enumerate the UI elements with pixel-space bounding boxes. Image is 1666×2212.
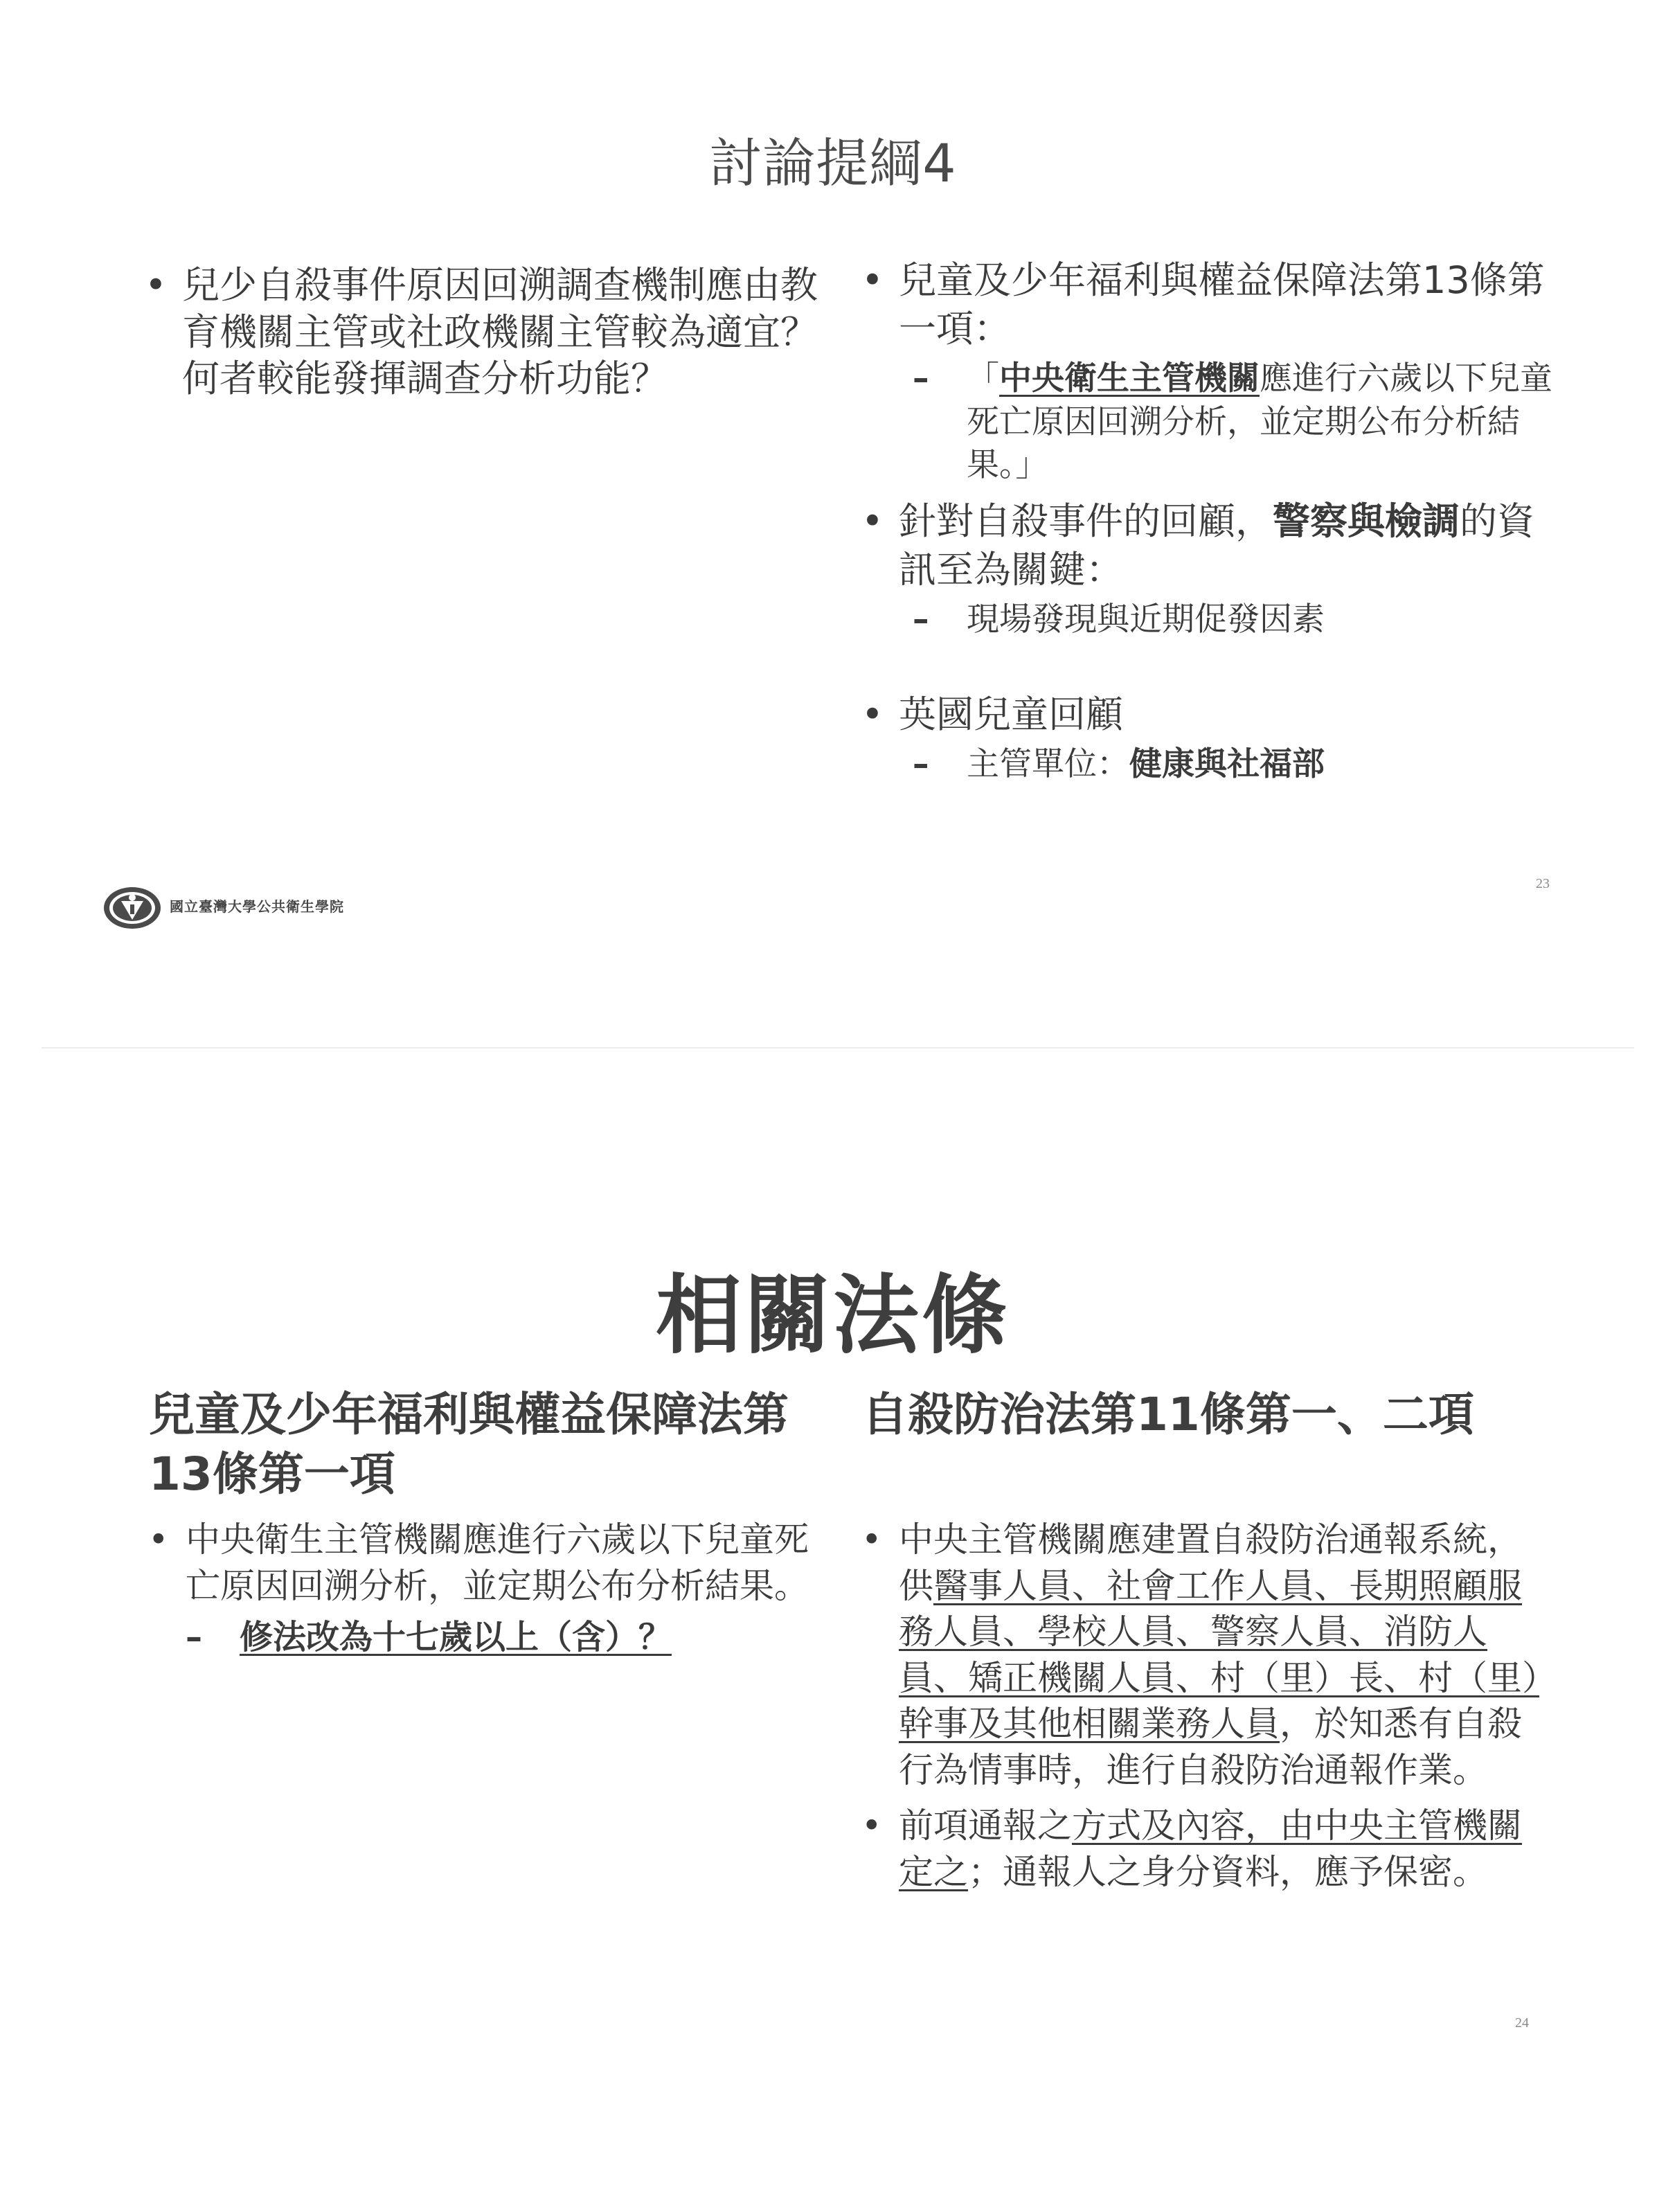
discussion-question	[142, 262, 834, 402]
dash-marker: –	[913, 744, 929, 783]
bullet-dot: •	[861, 258, 884, 302]
confidentiality-after: ；通報人之身分資料，應予保密。	[968, 1851, 1487, 1892]
slide-23	[0, 0, 1666, 1039]
confidentiality-underlined: 方式及內容，由中央主管機關定之	[899, 1805, 1522, 1892]
right-column	[859, 1517, 1551, 1895]
uk-bullet-text: 英國兒童回顧	[899, 692, 1123, 736]
uk-bullet	[859, 690, 1558, 739]
amendment-question	[186, 1616, 831, 1659]
quote-rest: 應進行六歲以下兒童死亡原因回溯分析，並定期公布分析結果。」	[967, 359, 1552, 485]
law-bullet	[859, 256, 1558, 353]
page-number: 24	[1515, 2015, 1529, 2031]
bullet-dot: •	[145, 263, 167, 307]
reporting-text-after: ，於知悉有自殺行為情事時，進行自殺防治通報作業。	[899, 1704, 1522, 1790]
left-heading: 兒童及少年福利與權益保障法第13條第一項	[149, 1388, 789, 1501]
dash-marker: –	[913, 600, 929, 639]
bullet-dot: •	[861, 499, 884, 543]
dash-marker: –	[186, 1618, 202, 1657]
review-sub	[913, 598, 1558, 642]
reporting-system-bullet	[859, 1517, 1551, 1793]
bullet-dot: •	[861, 692, 884, 736]
amendment-text: 修法改為十七歲以上（含）？	[240, 1618, 672, 1657]
law-bullet-text: 兒童及少年福利與權益保障法第13條第一項：	[899, 258, 1545, 351]
child-law-bullet	[145, 1517, 831, 1609]
quote-emphasis: 中央衛生主管機關	[999, 359, 1260, 398]
quote-open: 「	[967, 359, 999, 398]
organization-name: 國立臺灣大學公共衛生學院	[170, 898, 344, 915]
review-bullet	[859, 497, 1558, 594]
reporting-personnel: 醫事人員、社會工作人員、長期照顧服務人員、學校人員、警察人員、消防人員、矯正機關人員、村（里）長、村（里）幹事及其他相關業務人員	[899, 1565, 1539, 1744]
uk-sub-emphasis: 健康與社福部	[1129, 744, 1325, 783]
reporting-text-before: 中央主管機關應建置自殺防治通報系統，供	[899, 1519, 1522, 1606]
left-column	[142, 262, 834, 402]
bullet-dot: •	[861, 1805, 882, 1846]
law-quote	[913, 357, 1558, 488]
school-logo	[102, 878, 162, 938]
bullet-dot: •	[861, 1519, 882, 1560]
confidentiality-bullet	[859, 1803, 1551, 1895]
question-text: 兒少自殺事件原因回溯調查機制應由教育機關主管或社政機關主管較為適宜？何者較能發揮調查分析功能？	[182, 263, 818, 400]
right-heading: 自殺防治法第11條第一、二項	[862, 1388, 1474, 1441]
uk-sub-label: 主管單位：	[967, 744, 1129, 783]
slide-divider	[42, 1047, 1634, 1049]
review-text-before: 針對自殺事件的回顧，	[899, 499, 1273, 543]
confidentiality-before: 前項通報之	[899, 1805, 1072, 1846]
dash-marker: –	[913, 359, 929, 398]
slide-24	[0, 1060, 1666, 2212]
slide-title: 討論提綱4	[709, 132, 957, 194]
review-sub-text: 現場發現與近期促發因素	[967, 600, 1325, 639]
page-number: 23	[1536, 876, 1550, 891]
left-column	[145, 1517, 831, 1659]
child-law-text: 中央衛生主管機關應進行六歲以下兒童死亡原因回溯分析，並定期公布分析結果。	[186, 1519, 809, 1606]
review-emphasis: 警察與檢調	[1273, 499, 1460, 543]
right-column	[859, 256, 1558, 786]
review-text-after: 的資訊至為關鍵：	[899, 499, 1534, 592]
slide-title: 相關法條	[655, 1266, 1010, 1366]
uk-sub	[913, 743, 1558, 787]
bullet-dot: •	[148, 1519, 169, 1560]
